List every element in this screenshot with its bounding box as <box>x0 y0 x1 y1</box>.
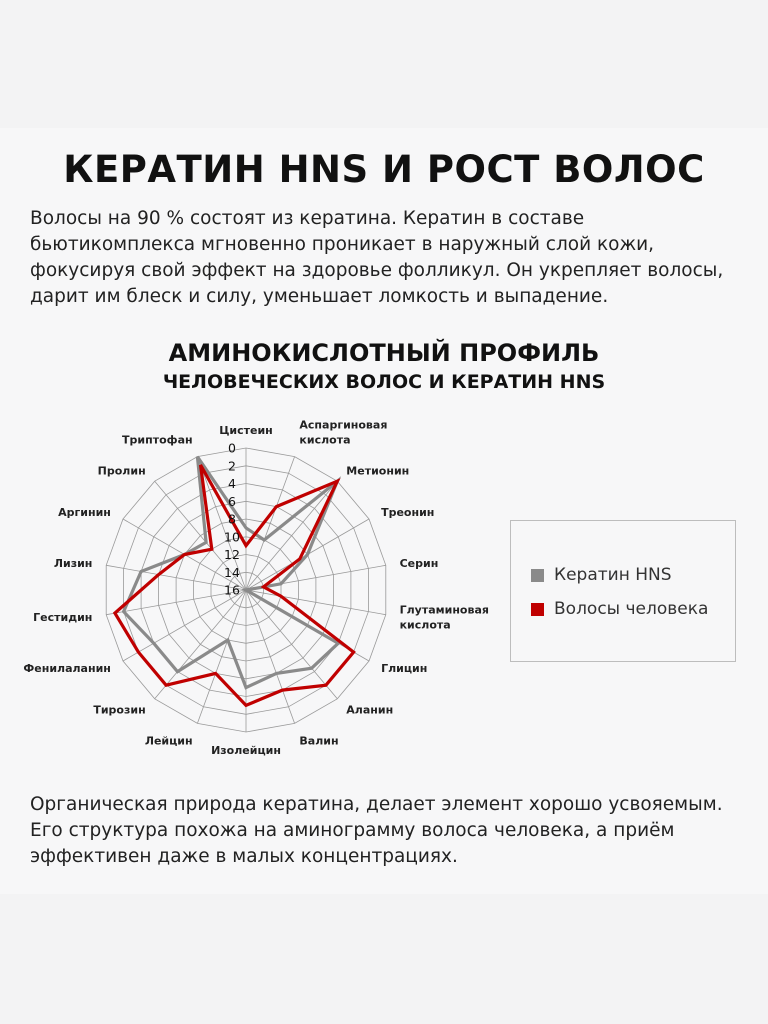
legend-label-keratin: Кератин HNS <box>554 565 672 585</box>
page-title: КЕРАТИН HNS И РОСТ ВОЛОС <box>63 148 705 191</box>
tick-label: 6 <box>228 493 236 509</box>
legend-swatch-hair <box>531 603 544 616</box>
axis-label: Триптофан <box>122 433 193 447</box>
axis-label: Цистеин <box>219 424 273 437</box>
axis-label: Аланин <box>346 703 394 717</box>
tick-label: 2 <box>228 458 236 474</box>
tick-label: 14 <box>224 564 240 580</box>
axis-label: Изолейцин <box>211 744 281 757</box>
axis-label: Лейцин <box>144 734 193 748</box>
grid-spoke <box>197 590 246 723</box>
legend-label-hair: Волосы человека <box>554 599 709 619</box>
axis-label: Гестидин <box>33 611 93 625</box>
chart-subtitle: ЧЕЛОВЕЧЕСКИХ ВОЛОС И КЕРАТИН HNS <box>162 371 606 393</box>
axis-label: Аспаргиновая кислота <box>299 418 388 447</box>
axis-label: Фенилаланин <box>23 662 111 675</box>
axis-label: Валин <box>299 734 339 748</box>
axis-label: Глицин <box>381 662 428 675</box>
legend-item-hair <box>531 599 708 619</box>
axis-label: Метионин <box>346 464 410 478</box>
axis-label: Лизин <box>53 556 93 570</box>
tick-label: 0 <box>228 440 236 456</box>
tick-label: 10 <box>224 529 240 545</box>
axis-label: Тирозин <box>93 703 146 717</box>
tick-label: 16 <box>224 582 240 598</box>
axis-label: Глутаминовая кислота <box>399 603 489 632</box>
chart-title: АМИНОКИСЛОТНЫЙ ПРОФИЛЬ <box>168 339 600 367</box>
axis-label: Серин <box>399 556 439 570</box>
tick-label: 4 <box>228 476 236 491</box>
axis-label: Пролин <box>97 464 146 478</box>
tick-label: 12 <box>224 547 240 562</box>
chart-legend <box>510 520 736 662</box>
intro-paragraph: Волосы на 90 % состоят из кератина. Кератин в составе бьютикомплекса мгновенно проникает в наружный слой кожи, фокусируя свой эффект на здоровье фолликул. Он укрепляет волосы, дарит им блеск и силу, уменьшает ломкость и выпадение. <box>30 208 724 307</box>
axis-label: Аргинин <box>58 506 111 519</box>
grid-spoke <box>155 590 246 699</box>
outro-paragraph: Органическая природа кератина, делает элемент хорошо усвояемым. Его структура похожа на аминограмму волоса человека, а приём эффективен даже в малых концентрациях. <box>30 794 723 867</box>
tick-label: 8 <box>228 511 236 527</box>
axis-label: Треонин <box>381 506 435 519</box>
legend-swatch-keratin <box>531 569 544 582</box>
radar-chart <box>0 410 500 780</box>
legend-item-keratin <box>531 565 672 585</box>
